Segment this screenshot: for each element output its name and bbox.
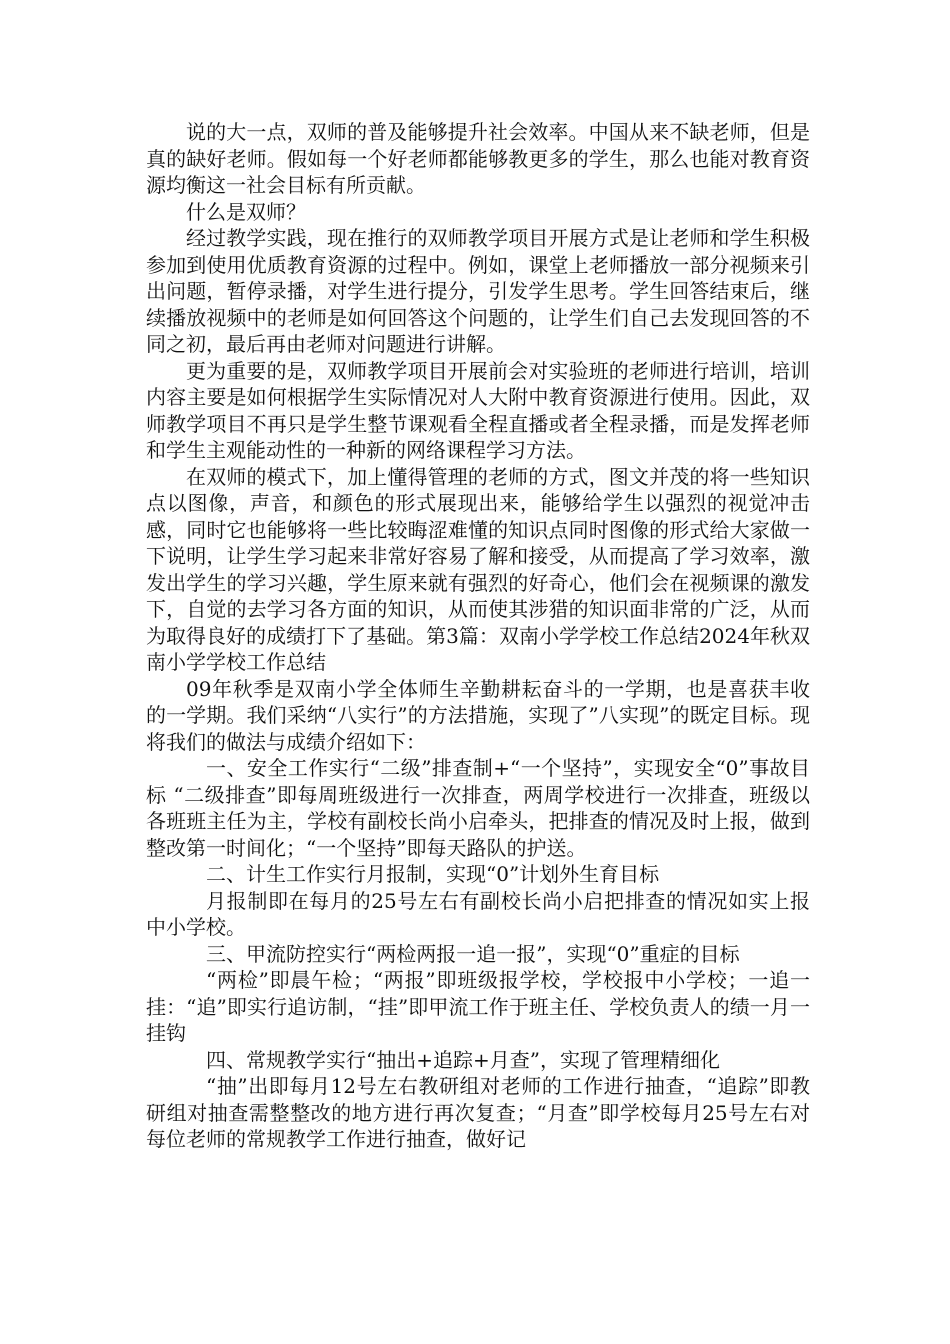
paragraph: 更为重要的是，双师教学项目开展前会对实验班的老师进行培训，培训内容主要是如何根据学生实际情况对人大附中教育资源进行使用。因此，双师教学项目不再只是学生整节课观看全程直播或者全程录播，而是发挥老师和学生主观能动性的一种新的网络课程学习方法。: [146, 358, 810, 462]
paragraph: 09年秋季是双南小学全体师生辛勤耕耘奋斗的一学期，也是喜获丰收的一学期。我们采纳“八实行”的方法措施，实现了”八实现”的既定目标。现将我们的做法与成绩介绍如下：: [146, 676, 810, 754]
paragraph: 月报制即在每月的25号左右有副校长尚小启把排查的情况如实上报中小学校。: [146, 888, 810, 939]
document-page: [146, 119, 810, 1153]
paragraph: 四、常规教学实行“抽出+追踪+月查”，实现了管理精细化: [206, 1047, 720, 1072]
paragraph: 三、甲流防控实行“两检两报一追一报”，实现“0”重症的目标: [206, 941, 740, 966]
paragraph: 在双师的模式下，加上懂得管理的老师的方式，图文并茂的将一些知识点以图像，声音，和颜色的形式展现出来，能够给学生以强烈的视觉冲击感，同时它也能够将一些比较晦涩难懂的知识点同时图像的形式给大家做一下说明，让学生学习起来非常好容易了解和接受，从而提高了学习效率，激发出学生的学习兴趣，学生原来就有强烈的好奇心，他们会在视频课的激发下，自觉的去学习各方面的知识，从而使其涉猎的知识面非常的广泛，从而为取得良好的成绩打下了基础。第3篇：双南小学学校工作总结2024年秋双南小学学校工作总结: [146, 464, 810, 674]
paragraph: 什么是双师？: [186, 199, 306, 224]
paragraph: “两检”即晨午检；“两报”即班级报学校，学校报中小学校；一追一挂：“追”即实行追访制，“挂”即甲流工作于班主任、学校负责人的绩一月一挂钩: [146, 968, 810, 1045]
paragraph: 一、安全工作实行“二级”排查制+“一个坚持”，实现安全“0”事故目标 “二级排查”即每周班级进行一次排查，两周学校进行一次排查，班级以各班班主任为主，学校有副校长尚小启牵头，把排查的情况及时上报，做到整改第一时间化；“一个坚持”即每天路队的护送。: [146, 756, 810, 860]
paragraph: 经过教学实践，现在推行的双师教学项目开展方式是让老师和学生积极参加到使用优质教育资源的过程中。例如，课堂上老师播放一部分视频来引出问题，暂停录播，对学生进行提分，引发学生思考。学生回答结束后，继续播放视频中的老师是如何回答这个问题的，让学生们自己去发现回答的不同之初，最后再由老师对问题进行讲解。: [146, 226, 810, 356]
paragraph: 说的大一点，双师的普及能够提升社会效率。中国从来不缺老师，但是真的缺好老师。假如每一个好老师都能够教更多的学生，那么也能对教育资源均衡这一社会目标有所贡献。: [146, 120, 810, 197]
paragraph: “抽”出即每月12号左右教研组对老师的工作进行抽查，“追踪”即教研组对抽查需整整改的地方进行再次复查；“月查”即学校每月25号左右对每位老师的常规教学工作进行抽查，做好记: [146, 1074, 810, 1151]
paragraph: 二、计生工作实行月报制，实现“0”计划外生育目标: [206, 862, 660, 886]
